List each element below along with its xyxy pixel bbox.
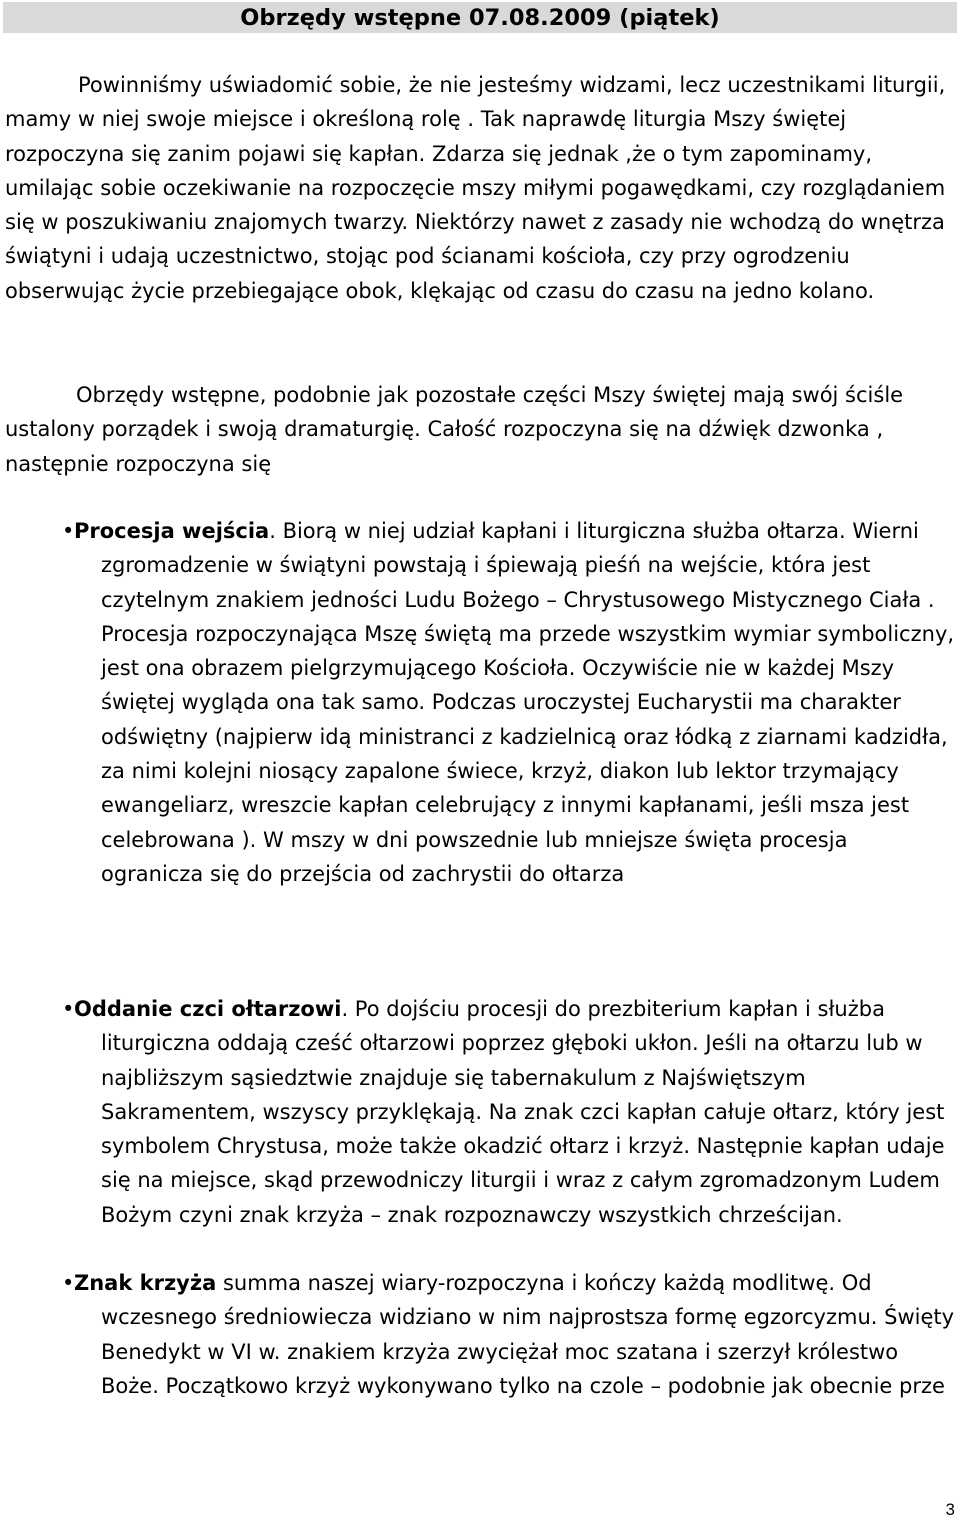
bullet-text <box>74 1266 955 1403</box>
bullet-heading: Procesja wejścia <box>74 519 270 543</box>
intro-paragraph-1-text: Powinniśmy uświadomić sobie, że nie jesteśmy widzami, lecz uczestnikami liturgii, mamy w niej swoje miejsce i określoną rolę . Tak naprawdę liturgia Mszy świętej rozpoczyna się zanim pojawi się kapłan. Zdarza się jednak ,że o tym zapominamy, umilając sobie oczekiwanie na rozpoczęcie mszy miłymi pogawędkami, czy rozglądaniem się w poszukiwaniu znajomych twarzy. Niektórzy nawet z zasady nie wchodzą do wnętrza świątyni i udają uczestnictwo, stojąc pod ścianami kościoła, czy przy ogrodzeniu obserwując życie przebiegające obok, klękając od czasu do czasu na jedno kolano. <box>5 73 946 303</box>
bullet-body: . Biorą w niej udział kapłani i liturgiczna służba ołtarza. Wierni zgromadzenie w świątyni powstają i śpiewają pieśń na wejście, która jest czytelnym znakiem jedności Ludu Bożego – Chrystusowego Mistycznego Ciała . Procesja rozpoczynająca Mszę świętą ma przede wszystkim wymiar symboliczny, jest ona obrazem pielgrzymującego Kościoła. Oczywiście nie w każdej Mszy świętej wygląda ona tak samo. Podczas uroczystej Eucharystii ma charakter odświętny (najpierw idą ministranci z kadzielnicą oraz łódką z ziarnami kadzidła, za nimi kolejni niosący zapalone świece, krzyż, diakon lub lektor trzymający ewangeliarz, wreszcie kapłan celebrujący z innymi kapłanami, jeśli msza jest celebrowana ). W mszy w dni powszednie lub mniejsze święta procesja ogranicza się do przejścia od zachrystii do ołtarza <box>101 519 955 886</box>
bullet-heading: Oddanie czci ołtarzowi <box>74 997 342 1021</box>
bullet-text <box>74 514 955 891</box>
page-number: 3 <box>945 1500 955 1519</box>
bullet-dot: • <box>62 1271 75 1295</box>
bullet-heading: Znak krzyża <box>74 1271 217 1295</box>
bullet-body: . Po dojściu procesji do prezbiterium kapłan i służba liturgiczna oddają cześć ołtarzowi poprzez głęboki ukłon. Jeśli na ołtarzu lub w najbliższym sąsiedztwie znajduje się tabernakulum z Najświętszym Sakramentem, wszyscy przyklękają. Na znak czci kapłan całuje ołtarz, który jest symbolem Chrystusa, może także okadzić ołtarz i krzyż. Następnie kapłan udaje się na miejsce, skąd przewodniczy liturgii i wraz z całym zgromadzonym Ludem Bożym czyni znak krzyża – znak rozpoznawczy wszystkich chrześcijan. <box>101 997 945 1227</box>
intro-paragraph-2-text: Obrzędy wstępne, podobnie jak pozostałe części Mszy świętej mają swój ściśle ustalony porządek i swoją dramaturgię. Całość rozpoczyna się na dźwięk dzwonka , następnie rozpoczyna się <box>5 383 904 476</box>
bullet-body: summa naszej wiary-rozpoczyna i kończy każdą modlitwę. Od wczesnego średniowiecza widziano w nim najprostsza formę egzorcyzmu. Święty Benedykt w VI w. znakiem krzyża zwyciężał moc szatana i szerzył królestwo Boże. Początkowo krzyż wykonywano tylko na czole – podobnie jak obecnie prze <box>101 1271 955 1398</box>
bullet-dot: • <box>62 997 75 1021</box>
page-title: Obrzędy wstępne 07.08.2009 (piątek) <box>240 5 720 31</box>
bullet-dot: • <box>62 519 75 543</box>
intro-paragraph-2 <box>5 378 955 481</box>
bullet-text <box>74 992 955 1232</box>
intro-paragraph-1 <box>5 68 955 308</box>
